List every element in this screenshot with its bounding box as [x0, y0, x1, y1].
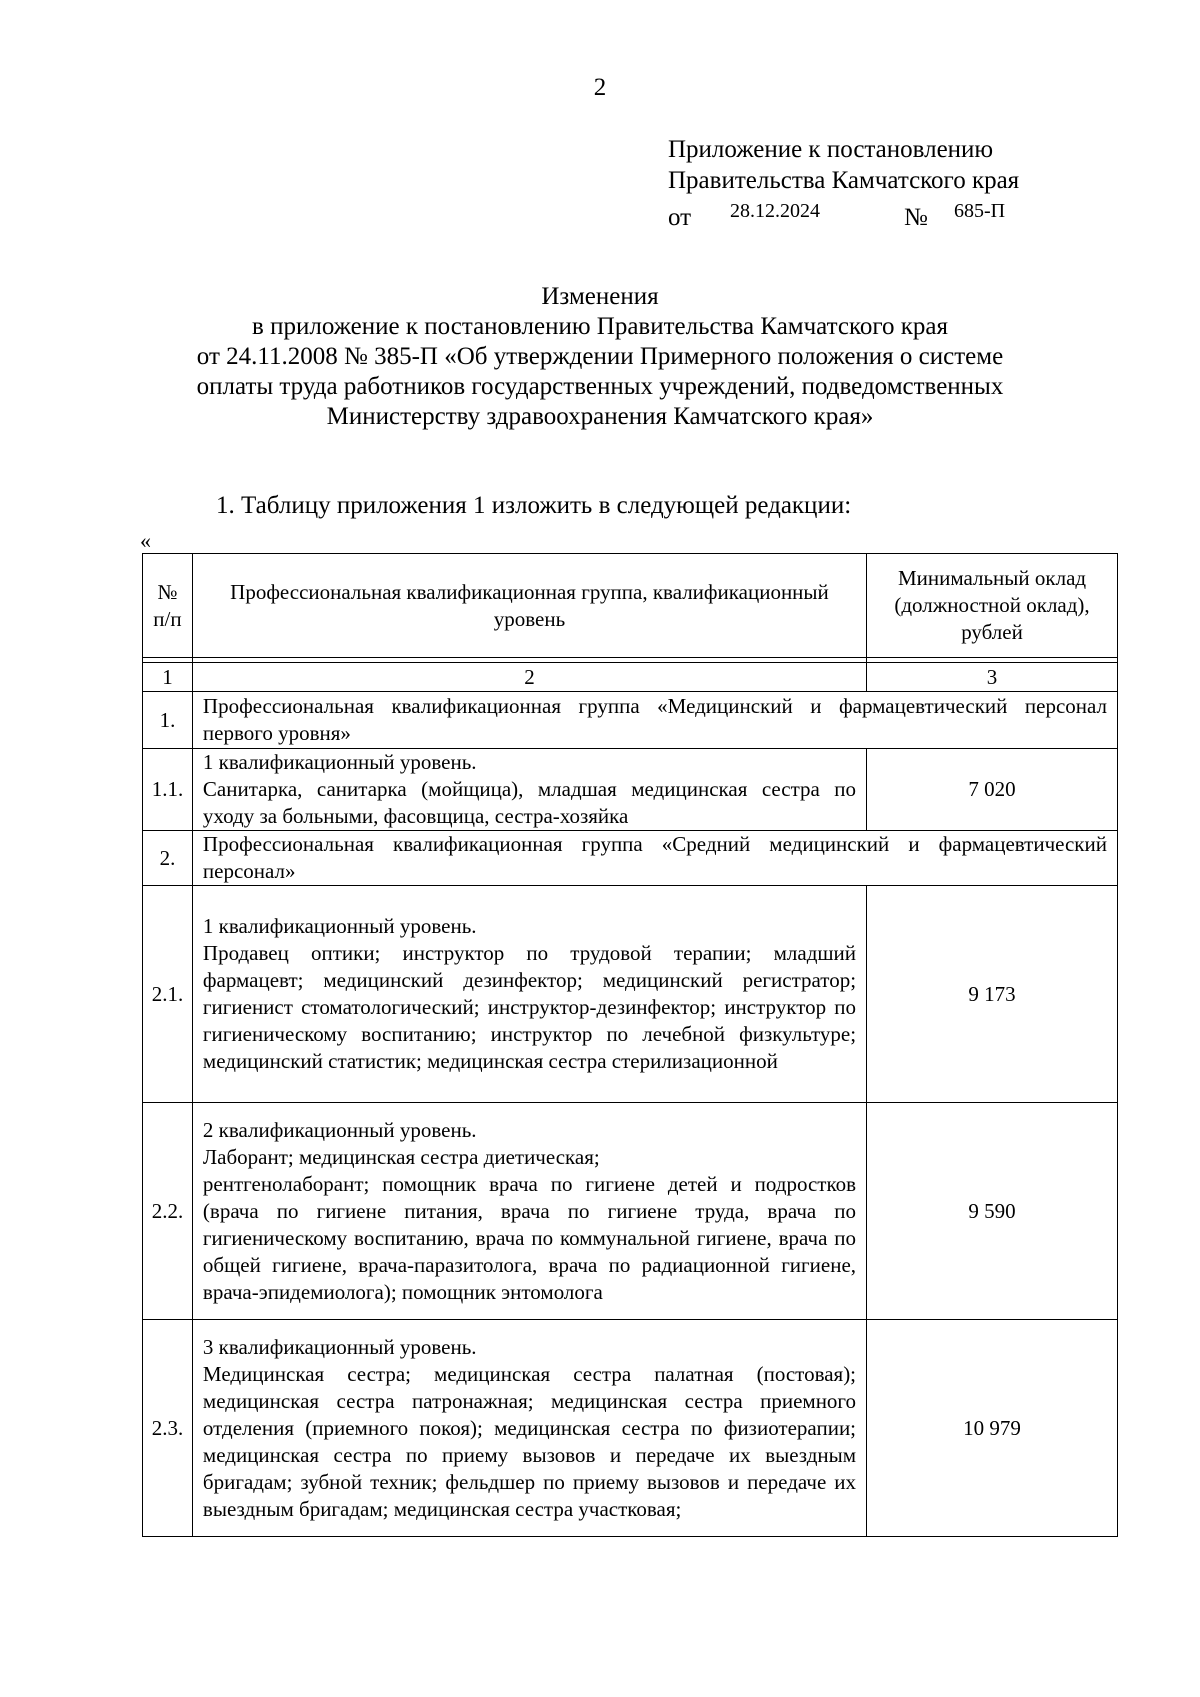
opening-quote: « — [140, 528, 151, 553]
row-number: 2. — [143, 831, 193, 886]
level-label: 1 квалификационный уровень. — [202, 750, 477, 774]
header-salary: Минимальный оклад (должностной оклад), рублей — [867, 554, 1118, 658]
index-col-1: 1 — [143, 663, 193, 692]
table-index-row — [143, 663, 1118, 692]
position-list: Медицинская сестра; медицинская сестра палатная (постовая); медицинская сестра патронажная; медицинская сестра приемного отделения (приемного покоя); медицинская сестра по физиотерапии; медицинская сестра по приему вызовов и передаче их выездным бригадам; зубной техник; фельдшер по приему вызовов и передаче их выездным бригадам; медицинская сестра участковая; — [202, 1361, 857, 1521]
group-title: Профессиональная квалификационная группа «Медицинский и фармацевтический персонал первого уровня» — [192, 692, 1117, 749]
appendix-line-1: Приложение к постановлению — [668, 136, 994, 163]
group-title: Профессиональная квалификационная группа «Средний медицинский и фармацевтический персонал» — [192, 831, 1117, 886]
table-row — [143, 749, 1118, 831]
position-list: Санитарка, санитарка (мойщица), младшая медицинская сестра по уходу за больными, фасовщица, сестра-хозяйка — [202, 777, 857, 828]
index-col-3: 3 — [867, 663, 1118, 692]
header-group: Профессиональная квалификационная группа, квалификационный уровень — [192, 554, 866, 658]
position-list: рентгенолаборант; помощник врача по гигиене детей и подростков (врача по гигиене питания, врача по гигиене труда, врача по гигиеническому воспитанию, врача по коммунальной гигиене, врача по общей гигиене, врача-паразитолога, врача по радиационной гигиене, врача-эпидемиолога); помощник энтомолога — [202, 1171, 857, 1304]
ot-label: от — [668, 204, 692, 231]
title-line-3: от 24.11.2008 № 385-П «Об утверждении Примерного положения о системе — [196, 343, 1004, 370]
header-num-line-1: № — [157, 579, 178, 604]
salary-value: 10 979 — [867, 1320, 1118, 1537]
decree-date: 28.12.2024 — [730, 200, 820, 222]
title-line-2: в приложение к постановлению Правительства Камчатского края — [252, 313, 948, 340]
salary-value: 9 590 — [867, 1103, 1118, 1320]
row-number: 1. — [143, 692, 193, 749]
table-header-row — [143, 554, 1118, 658]
level-label: 2 квалификационный уровень. — [202, 1117, 477, 1142]
page-number: 2 — [593, 74, 607, 101]
header-num-line-2: п/п — [153, 606, 182, 631]
table-row — [143, 692, 1118, 749]
title-line-4: оплаты труда работников государственных учреждений, подведомственных — [196, 373, 1004, 400]
salary-value: 9 173 — [867, 886, 1118, 1103]
row-number: 2.2. — [143, 1103, 193, 1320]
table-row — [143, 831, 1118, 886]
level-label: 3 квалификационный уровень. — [202, 1334, 477, 1359]
appendix-date-line — [668, 196, 1019, 231]
number-sign: № — [904, 204, 928, 231]
index-col-2: 2 — [192, 663, 866, 692]
header-num — [143, 554, 193, 658]
level-label: 1 квалификационный уровень. — [202, 914, 477, 938]
row-description — [192, 749, 866, 831]
row-number: 2.1. — [143, 886, 193, 1103]
document-title — [100, 282, 1100, 432]
item-1-text: 1. Таблицу приложения 1 изложить в следующей редакции: — [216, 492, 852, 519]
table-row — [143, 886, 1118, 1103]
decree-number: 685-П — [954, 200, 1006, 222]
table-row — [143, 1320, 1118, 1537]
salary-value: 7 020 — [867, 749, 1118, 831]
row-description — [192, 886, 866, 1103]
table-row — [143, 1103, 1118, 1320]
position-list: Продавец оптики; инструктор по трудовой терапии; младший фармацевт; медицинский дезинфектор; медицинский регистратор; гигиенист стоматологический; инструктор-дезинфектор; инструктор по гигиеническому воспитанию; инструктор по лечебной физкультуре; медицинский статистик; медицинская сестра стерилизационной — [202, 941, 857, 1073]
title-line-5: Министерству здравоохранения Камчатского края» — [326, 403, 874, 430]
title-line-1: Изменения — [541, 283, 659, 310]
row-number: 2.3. — [143, 1320, 193, 1537]
row-description — [192, 1103, 866, 1320]
row-number: 1.1. — [143, 749, 193, 831]
row-description — [192, 1320, 866, 1537]
position-line-a: Лаборант; медицинская сестра диетическая; — [202, 1144, 600, 1169]
salary-table — [142, 553, 1118, 1537]
appendix-line-2: Правительства Камчатского края — [668, 167, 1020, 194]
appendix-header — [668, 134, 1020, 231]
